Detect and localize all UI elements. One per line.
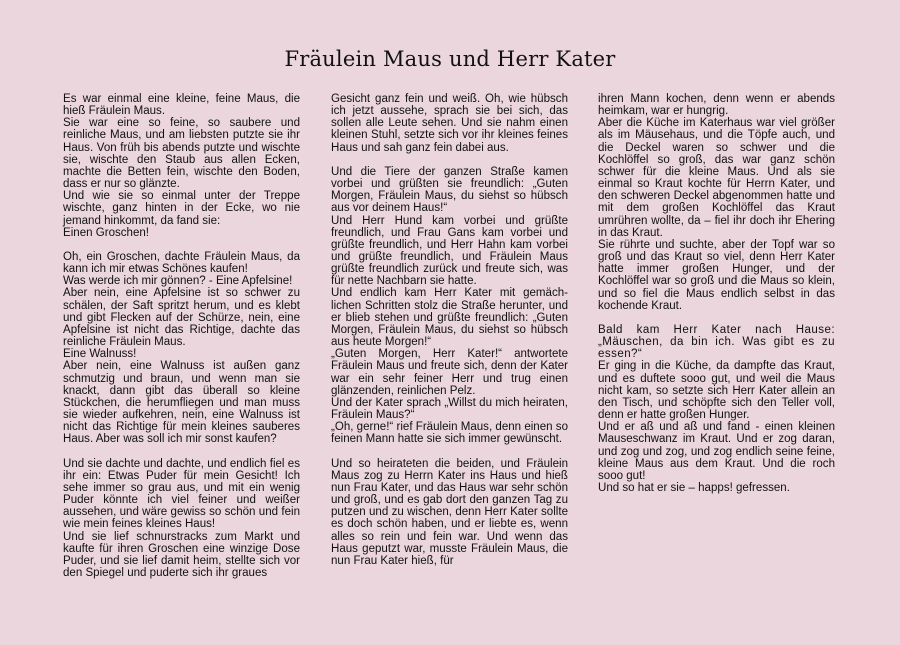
story-paragraph: Er ging in die Küche, da dampfte das Kraut, und es duftete sooo gut, und weil die Maus nicht kam, so setzte sich Herr Kater allein an den Tisch, und schöpfte sich den Teller voll, denn er hatte großen Hunger.	[598, 360, 835, 422]
story-paragraph: ihren Mann kochen, denn wenn er abends heimkam, war er hungrig.	[598, 93, 835, 118]
story-paragraph: Und endlich kam Herr Kater mit gemäch-lichen Schritten stolz die Straße herunter, und er blieb stehen und grüßte freundlich: „Guten Morgen, Fräulein Maus, du siehst so hübsch aus heute Morgen!“	[331, 287, 568, 349]
story-paragraph: Und sie dachte und dachte, und endlich fiel es ihr ein: Etwas Puder für mein Gesicht! Ich sehe immer so grau aus, und mit ein wenig Puder könnte ich viel feiner und weißer aussehen, und wäre gewiss so schön und fein wie mein feines kleines Haus!	[63, 457, 300, 531]
text-column-3	[598, 93, 835, 494]
story-paragraph: Sie rührte und suchte, aber der Topf war so groß und das Kraut so viel, denn Herr Kater hatte immer großen Hunger, und der Kochlöffel war so groß und die Maus so klein, und so fiel die Maus endlich selbst in das kochende Kraut.	[598, 238, 835, 312]
story-paragraph: Einen Groschen!	[63, 226, 150, 239]
story-paragraph: Und der Kater sprach „Willst du mich heiraten, Fräulein Maus?“	[331, 396, 568, 422]
page-title: Fräulein Maus und Herr Kater	[284, 47, 616, 71]
story-paragraph: Aber nein, eine Apfelsine ist so schwer zu schälen, der Saft spritzt herum, und es klebt und gibt Flecken auf der Schürze, nein, eine Apfelsine ist nicht das Richtige, dachte das reinliche Fräulein Maus.	[63, 287, 300, 349]
story-paragraph: Und wie sie so einmal unter der Treppe wischte, ganz hinten in der Ecke, wo nie jemand hinkommt, da fand sie:	[63, 190, 300, 227]
paragraph-gap	[63, 239, 300, 251]
story-paragraph: Und so hat er sie – happs! gefressen.	[598, 481, 790, 494]
story-paragraph: Eine Walnuss!	[63, 348, 137, 361]
story-paragraph: Und so heirateten die beiden, und Fräulein Maus zog zu Herrn Kater ins Haus und hieß nun Frau Kater, und das Haus war sehr schön und groß, und es gab dort den ganzen Tag zu putzen und zu wischen, denn Herr Kater sollte es doch schön haben, und er liebte es, wenn alles so rein und fein war. Und wenn das Haus geputzt war, musste Fräulein Maus, die nun Frau Kater hieß, für	[331, 457, 568, 567]
paragraph-gap	[598, 312, 835, 324]
story-paragraph: Was werde ich mir gönnen? - Eine Apfelsine!	[63, 275, 293, 288]
story-paragraph: Aber die Küche im Katerhaus war viel größer als im Mäusehaus, und die Töpfe auch, und die Deckel waren so schwer und die Kochlöffel so groß, das war ganz schön schwer für die kleine Maus. Und als sie einmal so Kraut kochte für Herrn Kater, und den schweren Deckel abgenommen hatte und mit dem großen Kochlöffel das Kraut umrühren wollte, da – fiel ihr doch ihr Ehering in das Kraut.	[598, 117, 835, 239]
paragraph-gap	[63, 446, 300, 458]
story-paragraph: Gesicht ganz fein und weiß. Oh, wie hübsch ich jetzt aussehe, sprach sie bei sich, das sollen alle Leute sehen. Und sie nahm einen kleinen Stuhl, setzte sich vor ihr kleines feines Haus und sah ganz fein dabei aus.	[331, 93, 568, 154]
story-paragraph: Bald kam Herr Kater nach Hause: „Mäuschen, da bin ich. Was gibt es zu essen?“	[598, 323, 835, 361]
text-column-2	[331, 93, 568, 567]
story-paragraph: Und Herr Hund kam vorbei und grüßte freundlich, und Frau Gans kam vorbei und grüßte freundlich, und Herr Hahn kam vorbei und grüßte freundlich, und Fräulein Maus grüßte freundlich zurück und freute sich, was für nette Nachbarn sie hatte.	[331, 214, 568, 288]
paragraph-gap	[331, 154, 568, 166]
story-paragraph: Aber nein, eine Walnuss ist außen ganz schmutzig und braun, und wenn man sie knackt, dann gibt das überall so kleine Stückchen, die herumfliegen und man muss sie wieder aufkehren, nein, eine Walnuss ist nicht das Richtige für mein kleines sauberes Haus. Aber was soll ich mir sonst kaufen?	[63, 360, 300, 446]
story-paragraph: Sie war eine so feine, so saubere und reinliche Maus, und am liebsten putzte sie ihr Haus. Von früh bis abends putzte und wischte sie, wischte den Staub aus allen Ecken, machte die Betten fein, wischte den Boden, dass er nur so glänzte.	[63, 117, 300, 191]
story-paragraph: „Oh, gerne!“ rief Fräulein Maus, denn einen so feinen Mann hatte sie sich immer gewünscht.	[331, 421, 568, 446]
text-column-1	[63, 93, 300, 579]
paragraph-gap	[331, 446, 568, 458]
story-paragraph: Und sie lief schnurstracks zum Markt und kaufte für ihren Groschen eine winzige Dose Puder, und sie lief damit heim, stellte sich vor den Spiegel und puderte sich ihr graues	[63, 530, 300, 580]
story-paragraph: Und er aß und aß und fand - einen kleinen Mauseschwanz im Kraut. Und er zog daran, und zog und zog, und zog endlich seine feine, kleine Maus aus dem Kraut. Und die roch sooo gut!	[598, 421, 835, 482]
story-paragraph: „Guten Morgen, Herr Kater!“ antwortete Fräulein Maus und freute sich, denn der Kater war ein sehr feiner Herr und trug einen glänzenden, reinlichen Pelz.	[331, 348, 568, 397]
story-paragraph: Oh, ein Groschen, dachte Fräulein Maus, da kann ich mir etwas Schönes kaufen!	[63, 251, 300, 276]
story-paragraph: Es war einmal eine kleine, feine Maus, die hieß Fräulein Maus.	[63, 93, 300, 118]
story-paragraph: Und die Tiere der ganzen Straße kamen vorbei und grüßten sie freundlich: „Guten Morgen, Fräulein Maus, du siehst so hübsch aus vor deinem Haus!“	[331, 165, 568, 215]
